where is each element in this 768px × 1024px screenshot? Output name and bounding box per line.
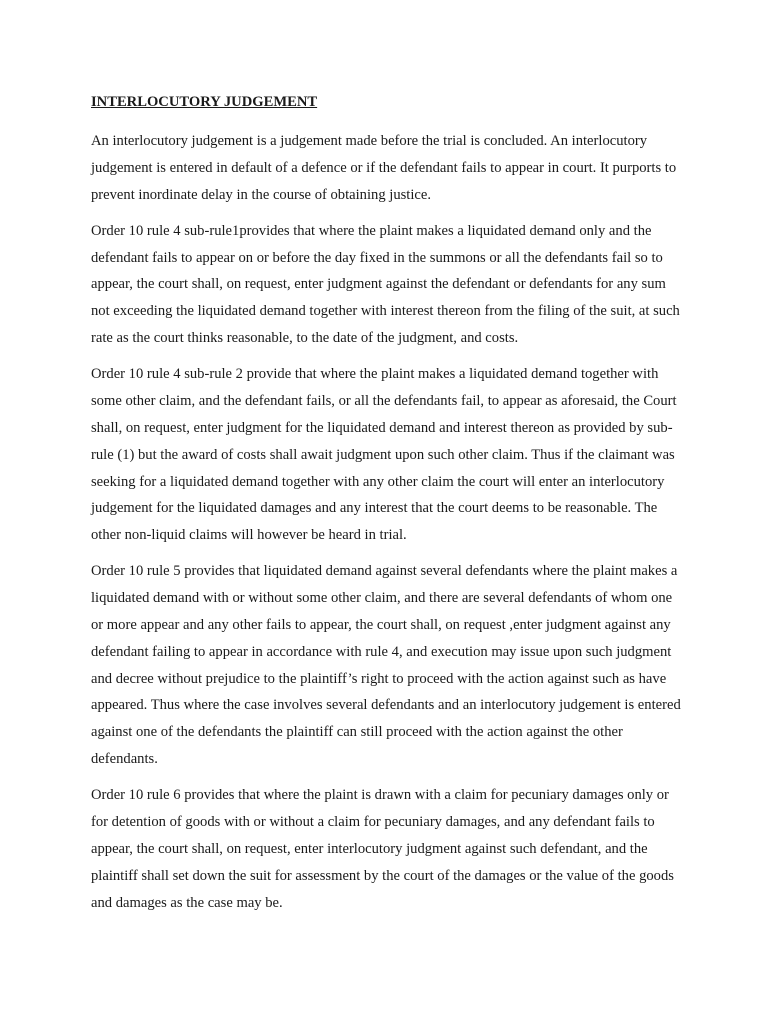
paragraph-order10-rule6: Order 10 rule 6 provides that where the plaint is drawn with a claim for pecuniary damages only or for detention of goods with or without a claim for pecuniary damages, and any defendant fails to appear, the court shall, on request, enter interlocutory judgment against such defendant, and the plaintiff shall set down the suit for assessment by the court of the damages or the value of the goods and damages as the case may be.	[91, 787, 674, 911]
paragraph-order10-rule4-sub2: Order 10 rule 4 sub-rule 2 provide that where the plaint makes a liquidated demand together with some other claim, and the defendant fails, or all the defendants fail, to appear as aforesaid, the Court shall, on request, enter judgment for the liquidated demand and interest thereon as provided by sub-rule (1) but the award of costs shall await judgment upon such other claim. Thus if the claimant was seeking for a liquidated demand together with any other claim the court will enter an interlocutory judgement for the liquidated damages and any interest that the court deems to be reasonable. The other non-liquid claims will however be heard in trial.	[91, 366, 677, 544]
document-page	[91, 92, 681, 926]
paragraph-order10-rule4-sub1: Order 10 rule 4 sub-rule1provides that where the plaint makes a liquidated demand only and the defendant fails to appear on or before the day fixed in the summons or all the defendants fail so to appear, the court shall, on request, enter judgment against the defendant or defendants for any sum not exceeding the liquidated demand together with interest thereon from the filing of the suit, at such rate as the court thinks reasonable, to the date of the judgment, and costs.	[91, 222, 680, 347]
document-title: INTERLOCUTORY JUDGEMENT	[91, 94, 318, 110]
paragraph-order10-rule5: Order 10 rule 5 provides that liquidated demand against several defendants where the plaint makes a liquidated demand with or without some other claim, and there are several defendants of whom one or more appear and any other fails to appear, the court shall, on request ,enter judgment against any defendant failing to appear in accordance with rule 4, and execution may issue upon such judgment and decree without prejudice to the plaintiff’s right to proceed with the action against such as have appeared. Thus where the case involves several defendants and an interlocutory judgement is entered against one of the defendants the plaintiff can still proceed with the action against the other defendants.	[91, 563, 681, 768]
paragraph-intro: An interlocutory judgement is a judgement made before the trial is concluded. An interlocutory judgement is entered in default of a defence or if the defendant fails to appear in court. It purports to prevent inordinate delay in the course of obtaining justice.	[91, 133, 677, 203]
